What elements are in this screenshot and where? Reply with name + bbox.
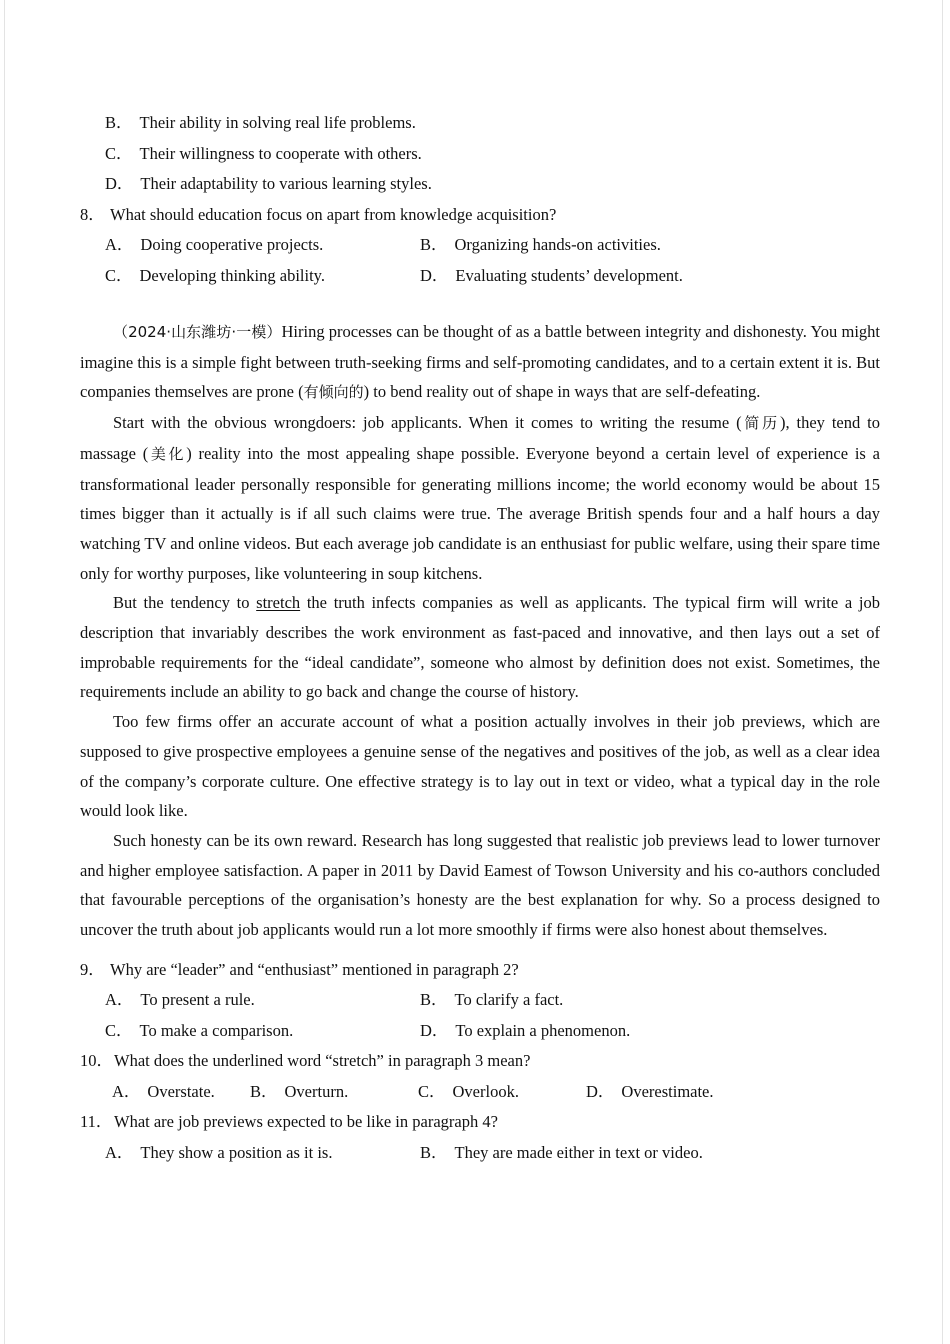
option-text: Their ability in solving real life problems. bbox=[139, 113, 416, 132]
question-10-option-c[interactable] bbox=[418, 1077, 586, 1108]
option-label: B． bbox=[105, 113, 133, 132]
question-11-option-a[interactable] bbox=[105, 1138, 420, 1169]
passage-p3-part-a: But the tendency to bbox=[113, 593, 257, 613]
option-label: B． bbox=[420, 1142, 448, 1162]
option-label: A． bbox=[105, 990, 134, 1010]
question-8-option-b[interactable] bbox=[420, 230, 661, 261]
option-label: D． bbox=[586, 1081, 615, 1101]
question-9-stem bbox=[80, 955, 880, 986]
passage-source-attribution: （2024·山东潍坊·一模） bbox=[113, 323, 282, 341]
question-11-options-row bbox=[80, 1138, 880, 1169]
passage-p1-chinese-gloss: 有倾向的 bbox=[303, 383, 364, 402]
question-9-option-c[interactable] bbox=[105, 1016, 420, 1047]
passage-paragraph-5: Such honesty can be its own reward. Research has long suggested that realistic job previews lead to lower turnover and higher employee satisfaction. A paper in 2011 by David Eamest of Towson University and his co-authors concluded that favourable perceptions of the organisation’s honesty are the best explanation for why. So a process designed to uncover the truth about job applicants would run a lot more smoothly if firms were also honest about themselves. bbox=[80, 830, 880, 940]
option-text: Their adaptability to various learning styles. bbox=[140, 174, 432, 193]
option-label: A． bbox=[105, 235, 134, 254]
passage-paragraph-3 bbox=[80, 588, 880, 707]
question-11-text: What are job previews expected to be like in paragraph 4? bbox=[114, 1112, 498, 1132]
option-text: Doing cooperative projects. bbox=[140, 235, 324, 254]
question-10-text: What does the underlined word “stretch” in paragraph 3 mean? bbox=[114, 1051, 531, 1071]
option-d-carryover[interactable] bbox=[80, 169, 880, 200]
question-11-number: 11． bbox=[80, 1112, 113, 1132]
option-label: B． bbox=[250, 1081, 278, 1101]
question-9-text: Why are “leader” and “enthusiast” mentioned in paragraph 2? bbox=[110, 959, 519, 979]
option-text: Evaluating students’ development. bbox=[455, 265, 683, 285]
passage-paragraph-4: Too few firms offer an accurate account of what a position actually involves in their job previews, which are supposed to give prospective employees a genuine sense of the negatives and positives of the job, as well as a clear idea of the company’s corporate culture. One effective strategy is to lay out in text or video, what a typical day in the role would look like. bbox=[80, 712, 880, 821]
option-text: To clarify a fact. bbox=[454, 990, 564, 1010]
option-text: To present a rule. bbox=[140, 990, 255, 1010]
question-10-options-row bbox=[80, 1077, 880, 1108]
passage-p2-part-b: ), they tend to massage ( bbox=[80, 413, 880, 463]
option-label: C． bbox=[105, 143, 133, 163]
passage-p2-part-a: Start with the obvious wrongdoers: job applicants. When it comes to writing the resume ( bbox=[113, 413, 742, 433]
question-10-stem bbox=[80, 1046, 880, 1077]
option-c-carryover[interactable] bbox=[80, 139, 880, 170]
option-text: Overstate. bbox=[147, 1081, 215, 1101]
option-label: D． bbox=[420, 1020, 449, 1040]
option-text: They show a position as it is. bbox=[140, 1142, 333, 1162]
option-label: D． bbox=[105, 174, 134, 193]
option-text: Their willingness to cooperate with others. bbox=[139, 143, 422, 163]
option-text: Developing thinking ability. bbox=[139, 265, 325, 285]
passage-paragraph-1 bbox=[80, 317, 880, 408]
question-8-number: 8． bbox=[80, 204, 105, 224]
option-label: C． bbox=[418, 1081, 446, 1101]
question-8-text: What should education focus on apart from knowledge acquisition? bbox=[110, 204, 557, 224]
option-text: They are made either in text or video. bbox=[454, 1142, 703, 1162]
question-8-options-row-2 bbox=[80, 261, 880, 292]
option-text: To make a comparison. bbox=[139, 1020, 294, 1040]
option-label: C． bbox=[105, 1020, 133, 1040]
option-text: Overestimate. bbox=[621, 1081, 714, 1101]
question-8-option-c[interactable] bbox=[105, 261, 420, 292]
option-text: Organizing hands-on activities. bbox=[454, 235, 661, 254]
question-9-option-b[interactable] bbox=[420, 985, 563, 1016]
option-label: B． bbox=[420, 235, 448, 254]
option-text: To explain a phenomenon. bbox=[455, 1020, 631, 1040]
option-b-carryover[interactable] bbox=[80, 108, 880, 139]
question-8-option-d[interactable] bbox=[420, 261, 683, 292]
passage-p1-part-b: ) to bend reality out of shape in ways that are self-defeating. bbox=[363, 382, 761, 402]
question-10-option-b[interactable] bbox=[250, 1077, 418, 1108]
question-9-number: 9． bbox=[80, 959, 105, 979]
passage-p2-chinese-gloss-massage: 美化 bbox=[148, 444, 187, 463]
passage-p3-part-b: the truth infects companies as well as applicants. The typical firm will write a job description that invariably describes the work environment as fast-paced and innovative, and then lays out a set of improbable requirements for the “ideal candidate”, someone who almost by definition does not exist. Sometimes, the requirements include an ability to go back and change the course of history. bbox=[80, 593, 880, 702]
passage-p2-part-c: ) reality into the most appealing shape possible. Everyone beyond a certain level of experience is a transformational leader personally responsible for generating millions income; the world economy would be about 15 times bigger than it actually is if all such claims were true. The average British spends four and a half hours a day watching TV and online videos. But each average job candidate is an enthusiast for public welfare, using their spare time only for worthy purposes, like volunteering in soup kitchens. bbox=[80, 443, 880, 583]
passage-p2-chinese-gloss-resume: 简历 bbox=[741, 414, 780, 433]
option-label: A． bbox=[105, 1142, 134, 1162]
option-text: Overturn. bbox=[284, 1081, 349, 1101]
option-label: B． bbox=[420, 990, 448, 1010]
option-label: D． bbox=[420, 265, 449, 285]
question-10-option-d[interactable] bbox=[586, 1077, 714, 1108]
passage-p1-part-a: Hiring processes can be thought of as a battle between integrity and dishonesty. You might imagine this is a simple fight between truth-seeking firms and self-promoting candidates, and to a certain extent it is. But companies themselves are prone ( bbox=[80, 322, 880, 402]
question-8-options-row-1 bbox=[80, 230, 880, 261]
question-10-number: 10． bbox=[80, 1051, 113, 1071]
passage-paragraph-2 bbox=[80, 408, 880, 588]
question-8-stem bbox=[80, 200, 880, 231]
question-11-stem bbox=[80, 1107, 880, 1138]
question-10-option-a[interactable] bbox=[112, 1077, 250, 1108]
passage-underlined-word-stretch: stretch bbox=[256, 593, 301, 613]
question-9-options-row-1 bbox=[80, 985, 880, 1016]
question-11-option-b[interactable] bbox=[420, 1138, 703, 1169]
question-8-option-a[interactable] bbox=[105, 230, 420, 261]
question-9-option-d[interactable] bbox=[420, 1016, 630, 1047]
question-9-option-a[interactable] bbox=[105, 985, 420, 1016]
option-text: Overlook. bbox=[452, 1081, 519, 1101]
option-label: A． bbox=[112, 1081, 141, 1101]
option-label: C． bbox=[105, 265, 133, 285]
question-9-options-row-2 bbox=[80, 1016, 880, 1047]
